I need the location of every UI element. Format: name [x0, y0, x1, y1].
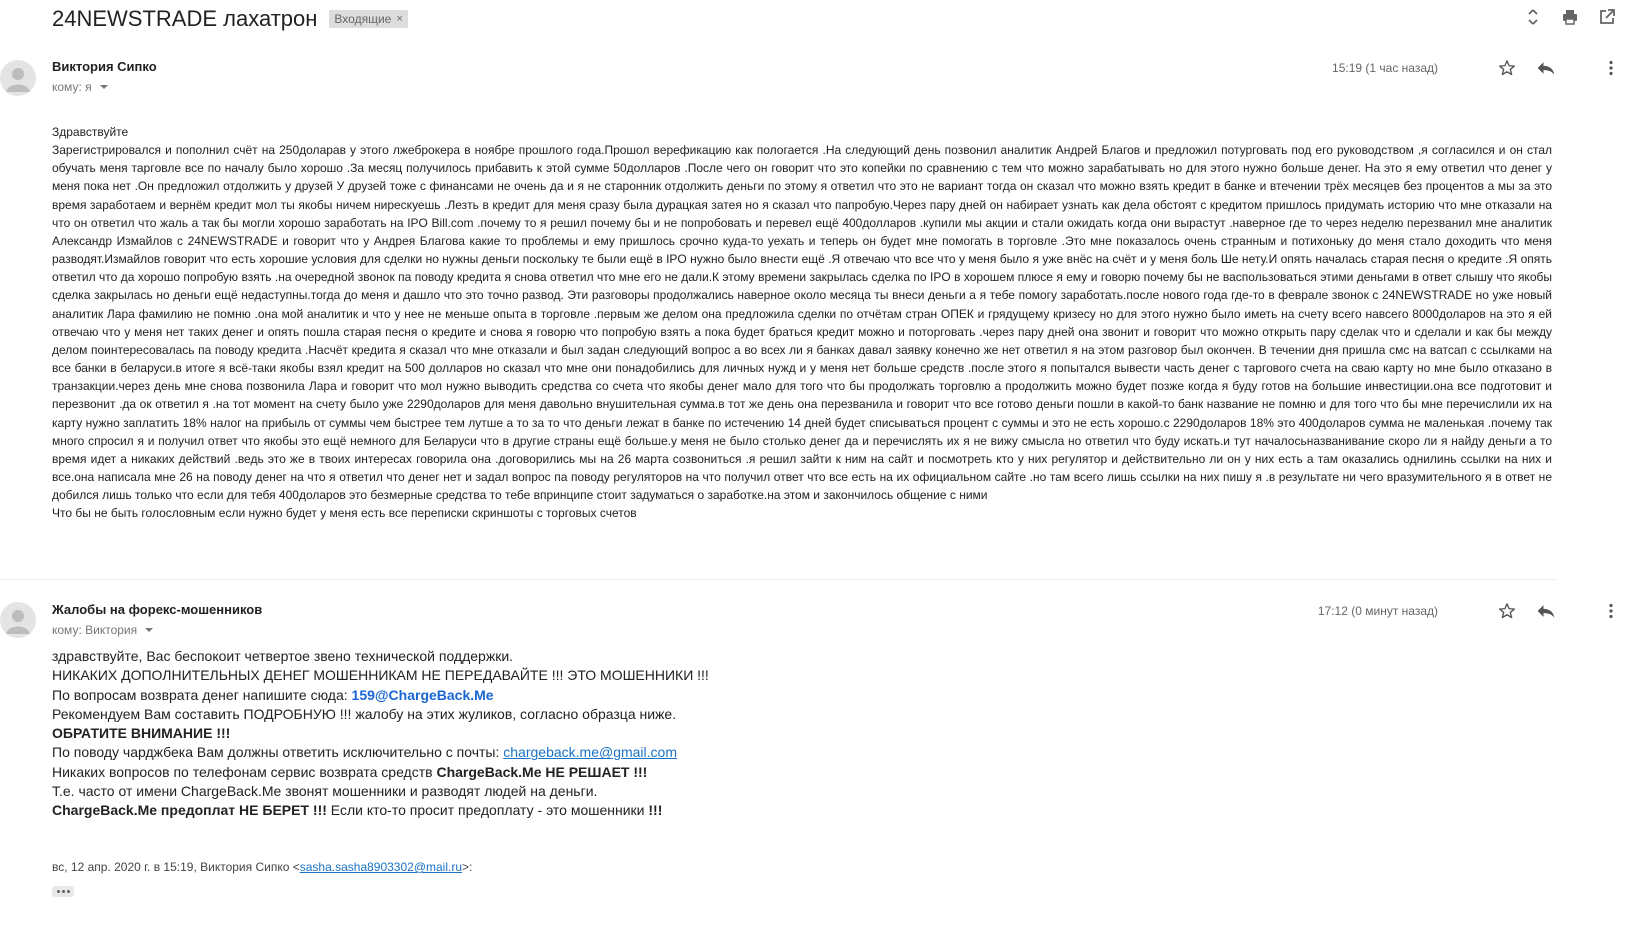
body-line [52, 801, 952, 820]
sender-avatar[interactable] [0, 602, 36, 638]
chevron-down-icon [145, 628, 153, 632]
closing-line: Что бы не быть голословным если нужно будет у меня есть все переписки скриншоты с торговых счетов [52, 506, 637, 521]
message-paragraph: Зарегистрировался и пополнил счёт на 250доларав у этого лжеброкера в ноябре прошлого года.Прошол верефикацию как пологается .На следующий день позвонил аналитик Андрей Благов и предложил потурговать под его руководством ,я согласился и он стал обучать меня таргoвле все по началу было хорошо .За месяц получилось прибавить к этой сумме 50долларов .После чего он говорит что это копейки по сравнению с тем что можно зарабатывать но для этого нужно больше денег. На это я ему ответил что денег у меня пока нет .Он предложил отдолжить у друзей У друзей тоже с финансами не очень да и я не старонник отдолжить деньги по этому я ответил что это не вариант тогда он сказал что можно взять кредит в банке и втечении трёх месяцев без процентов а мы за это время заработаем и вернём кредит мол ты якобы ничем нирескуешь .Лезть в кредит для меня сразу была дурацкая затея но я сказал что папробую.Через пару дней он набирает узнать как дела обстоят с кредитом пришлось придумать историю что мне отказали на что он ответил что жаль а так бы могли хорошо заработать на IPO Bill.com .почему то я решил почему бы и не попробовать и перевел ещё 400долларов .купили мы акции и стали ожидать когда они вырастут .наверное где то через неделю перезванил мне аналитик Александр Измайлов с 24NEWSTRADE и говорит что у Андрея Благова какие то проблемы и ему пришлось срочно куда-то уехать и теперь он будет мне помогать в торговле .Это мне показалось очень странным и потихоньку до меня стало доходить что меня разводят.Измайлов говорит что есть хорошие условия для сделки но нужны деньги поскольку те были ещё в IPO нужно было внести ещё .Я отвечаю что все что у меня было я уже внёс на счёт и у меня боль Ше нету.И опять началась старая песня о кредите .Я опять ответил что да хорошо попробую взять .на очередной звонок па поводу кредита я снова ответил что мне его не дали.К этому времени закрылась сделка по IPO в хорошем плюсе я ему и говорю почему бы не васпользоваться этими деньгами в ответ слышу что якобы сделка закрылась но деньги ещё недаступны.тогда до меня и дашло что это точно развод. Эти разговоры продолжались наверное около месяца ты внеси деньги а я тебе помогу заработать.после нового года где-то в феврале звонок с 24NEWSTRADE но уже новый аналитик Лара фамилию не помню .она мой аналитик и что у нее не меньше опыта в торговле .первым же делом она предложила сделки по отчётам стран ОПЕК и грядущему кризесу но для этого нужно было иметь на счету всего навсего 8000доларов на это я ей отвечаю что у меня нет таких денег и опять пошла старая песня о кредите и снова я говорю что попробую взять а пока будет браться кредит можно и поторговать .через пару дней она звонит и говорит что можно открыть пару сделак что и сделали и как бы между делом поинтересовалась па поводу кредита .Насчёт кредита я сказал что мне отказали и был задан следующий вопрос а во всех ли я банках давал заявку конечно же нет ответил я на этом разговор был окончен. В течении дня пришла смс на ватсап с ссылками на все банки в беларуси.в итоге я всё-таки якобы взял кредит на 500 долларов но сказал что мне они понадобились для личных нужд и у меня нет больше средств .после этого я попытался вывести часть денег с таргового счета на сваю карту но мне было отказано в транзакции.через день мне снова позвонила Лара и говорит что мол нужно выводить средства со счета что якобы денег мало для того что бы продолжать торговлю а продолжить можно будет позже когда я буду готов на большие инвестиции.она все подготовит и перезвонит .да ок ответил я .на тот момент на счету было уже 2290доларов для меня давольно внушительная сумма.в тот же день она перезванила и говорит что все готово деньги пошли в какой-то банк название не помню и для того что бы мне перечислили их на карту нужно заплатить 18% налог на прибыль от суммы чем быстрее тем лутше а то за то что деньги лежат в банке по истечению 14 дней будет списываться процент с суммы и это не есть хорошо.с 2290доларов 18% это 400доларов сумма не маленькая .почему так много спросил я и получил ответ что якобы это ещё немного для Беларуси что в другие страны ещё больше.у меня не было столько денег да и перечислять их я не вижу смысла но ответил что буду искать.и тут началосьназванивание скоро ли я найду деньги а то время идет а никаких действий .ведь это же в твоих интересах говорила она .договорились мы на 26 марта созвониться .я решил зайти к ним на сайт и посмотреть кто у них регулятор и действительно ли он у них есть а там оказались однилинь ссылки на них и все.она написала мне 26 на поводу денег на что я ответил что денег нет и задал вопрос па поводу регуляторов на что получил ответ что все есть на их официальном сайте .но там всего лишь ссылки на них пишу я .в результате ни чего вразумительного я в ответ не добился лишь только что если для тебя 400доларов это безмерные средства то тебе впринципе стоит задуматься о заработке.на этом и закончилось общение с ними [52, 143, 1552, 503]
more-vert-icon[interactable] [1608, 60, 1614, 76]
thread-actions [1524, 8, 1616, 26]
quote-email-link[interactable]: sasha.sasha8903302@mail.ru [299, 860, 463, 874]
thread-header [52, 4, 408, 34]
thread-subject: 24NEWSTRADE лахатрон [52, 6, 318, 31]
contact-email-link[interactable]: 159@ChargeBack.Me [351, 686, 494, 703]
body-line: здравствуйте, Вас беспокоит четвертое звено технической поддержки. [52, 648, 514, 664]
inbox-label-chip[interactable] [329, 10, 407, 28]
phone-notice-prefix: Никаких вопросов по телефонам сервис возврата средств [52, 763, 437, 780]
body-line: Т.е. часто от имени ChargeBack.Me звонят мошенники и разводят людей на деньги. [52, 783, 598, 800]
prepay-notice-end: !!! [648, 802, 663, 819]
sender-name[interactable]: Жалобы на форекс-мошенников [52, 602, 263, 617]
more-vert-icon[interactable] [1608, 603, 1614, 619]
show-trimmed-content-button[interactable] [52, 886, 74, 897]
reply-icon[interactable] [1536, 59, 1556, 77]
print-icon[interactable] [1561, 8, 1579, 26]
body-line [52, 763, 952, 782]
message-time: 17:12 (0 минут назад) [1317, 604, 1438, 618]
warning-line: НИКАКИХ ДОПОЛНИТЕЛЬНЫХ ДЕНЕГ МОШЕННИКАМ НЕ ПЕРЕДАВАЙТЕ !!! ЭТО МОШЕННИКИ !!! [52, 667, 709, 684]
prepay-notice-text: Если кто-то просит предоплату - это мошенники [326, 802, 649, 819]
dot-icon [67, 890, 70, 893]
message-actions [1498, 602, 1556, 620]
attention-text: ОБРАТИТЕ ВНИМАНИЕ !!! [52, 725, 231, 742]
message-body [52, 647, 952, 821]
recipient-details-toggle[interactable] [52, 80, 108, 94]
recipient-text: кому: я [52, 80, 92, 94]
prepay-notice-bold: ChargeBack.Me предоплат НЕ БЕРЕТ !!! [52, 802, 327, 819]
phone-notice-bold: ChargeBack.Me НЕ РЕШАЕТ !!! [436, 763, 648, 780]
body-line [52, 743, 952, 762]
message-body [52, 123, 1552, 522]
recipient-text: кому: Виктория [52, 623, 138, 637]
dot-icon [62, 890, 65, 893]
attention-line [52, 724, 952, 743]
recipient-details-toggle[interactable] [52, 623, 153, 637]
greeting: Здравствуйте [52, 125, 129, 139]
quoted-header [52, 860, 472, 874]
dot-icon [57, 890, 60, 893]
sender-avatar[interactable] [0, 60, 36, 96]
sender-name[interactable]: Виктория Сипко [52, 59, 157, 74]
quote-suffix: >: [462, 860, 473, 874]
reply-icon[interactable] [1536, 602, 1556, 620]
chargeback-prefix: По поводу чарджбека Вам должны ответить исключительно с почты: [52, 744, 504, 761]
contact-prefix: По вопросам возврата денег напишите сюда: [52, 686, 352, 703]
chevron-down-icon [100, 85, 108, 89]
body-line [52, 686, 952, 705]
label-text: Входящие [334, 12, 392, 26]
open-in-new-window-icon[interactable] [1598, 8, 1616, 26]
message-time: 15:19 (1 час назад) [1332, 61, 1438, 75]
quote-prefix: вс, 12 апр. 2020 г. в 15:19, Виктория Сипко < [52, 860, 300, 874]
message-actions [1498, 59, 1556, 77]
star-icon[interactable] [1498, 59, 1516, 77]
star-icon[interactable] [1498, 602, 1516, 620]
body-line: Рекомендуем Вам составить ПОДРОБНУЮ !!! жалобу на этих жуликов, согласно образца ниже. [52, 705, 677, 722]
remove-label-button[interactable]: × [396, 13, 403, 25]
expand-all-icon[interactable] [1524, 8, 1542, 26]
message-divider [0, 579, 1556, 580]
chargeback-email-link[interactable]: chargeback.me@gmail.com [503, 744, 677, 761]
